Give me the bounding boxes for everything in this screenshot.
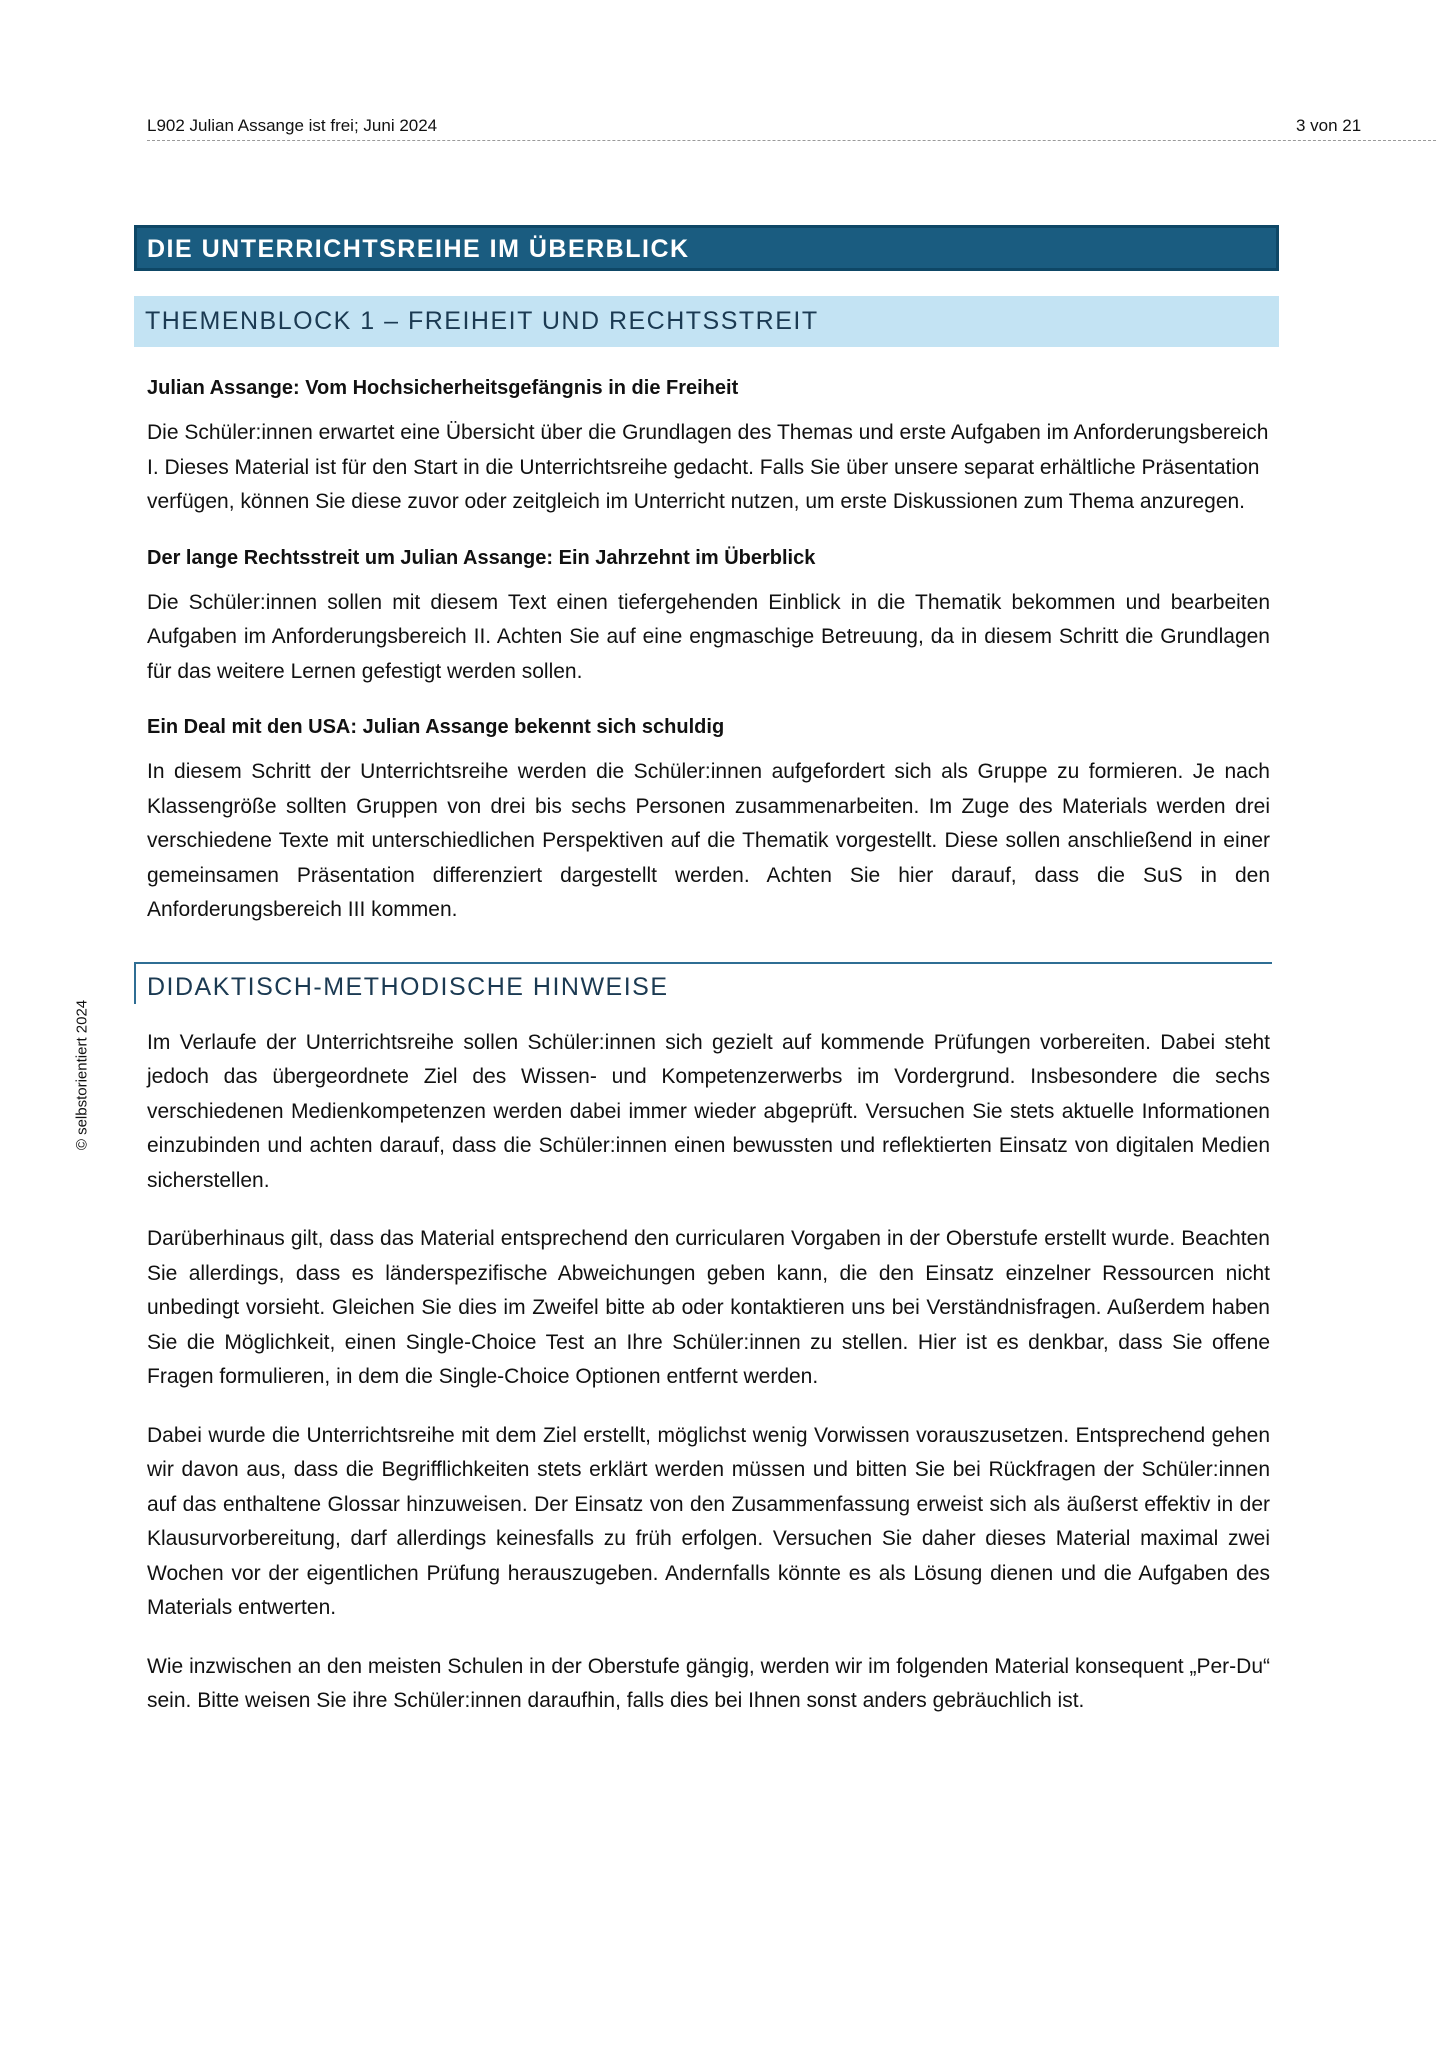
item-heading: Der lange Rechtsstreit um Julian Assange: Ein Jahrzehnt im Überblick xyxy=(147,546,816,569)
page-number: 3 von 21 xyxy=(1296,116,1362,135)
item-text: Die Schüler:innen erwartet eine Übersicht über die Grundlagen des Themas und erste Aufgaben im Anforderungsbereich I. Dieses Material ist für den Start in die Unterrichtsreihe gedacht. Falls Sie über unsere separat erhältliche Präsentation verfügen, können Sie diese zuvor oder zeitgleich im Unterricht nutzen, um erste Diskussionen zum Thema anzuregen. xyxy=(147,421,1269,513)
item-heading: Julian Assange: Vom Hochsicherheitsgefängnis in die Freiheit xyxy=(147,377,739,399)
hinweise-paragraph: Wie inzwischen an den meisten Schulen in der Oberstufe gängig, werden wir im folgenden Material konsequent „Per-Du“ sein. Bitte weisen Sie ihre Schüler:innen daraufhin, falls dies bei Ihnen sonst anders gebräuchlich ist. xyxy=(147,1654,1270,1712)
section-heading: DIE UNTERRICHTSREIHE IM ÜBERBLICK xyxy=(134,225,1279,271)
hinweise-paragraph: Dabei wurde die Unterrichtsreihe mit dem Ziel erstellt, möglichst wenig Vorwissen vorauszusetzen. Entsprechend gehen wir davon aus, dass die Begrifflichkeiten stets erklärt werden müssen und bitten Sie bei Rückfragen der Schüler:innen auf das enthaltene Glossar hinzuweisen. Der Einsatz von den Zusammenfassung erweist sich als äußerst effektiv in der Klausurvorbereitung, darf allerdings keinesfalls zu früh erfolgen. Versuchen Sie daher dieses Material maximal zwei Wochen vor der eigentlichen Prüfung herauszugeben. Andernfalls könnte es als Lösung dienen und die Aufgaben des Materials entwerten. xyxy=(147,1423,1270,1619)
hinweise-heading: DIDAKTISCH-METHODISCHE HINWEISE xyxy=(134,962,1272,1004)
page-header xyxy=(147,112,1436,141)
main-content xyxy=(134,225,1279,1719)
hinweise-paragraph: Im Verlaufe der Unterrichtsreihe sollen Schüler:innen sich gezielt auf kommende Prüfungen vorbereiten. Dabei steht jedoch das übergeordnete Ziel des Wissen- und Kompetenzerwerbs im Vordergrund. Insbesondere die sechs verschiedenen Medienkompetenzen werden dabei immer wieder abgeprüft. Versuchen Sie stets aktuelle Informationen einzubinden und achten darauf, dass die Schüler:innen einen bewussten und reflektierten Einsatz von digitalen Medien sicherstellen. xyxy=(147,1030,1270,1192)
themenblock-body xyxy=(134,373,1279,928)
document-title: L902 Julian Assange ist frei; Juni 2024 xyxy=(147,116,438,135)
item-text: In diesem Schritt der Unterrichtsreihe werden die Schüler:innen aufgefordert sich als Gruppe zu formieren. Je nach Klassengröße sollten Gruppen von drei bis sechs Personen zusammenarbeiten. Im Zuge des Materials werden drei verschiedene Texte mit unterschiedlichen Perspektiven auf die Thematik vorgestellt. Diese sollen anschließend in einer gemeinsamen Präsentation differenziert dargestellt werden. Achten Sie hier darauf, dass die SuS in den Anforderungsbereich III kommen. xyxy=(147,760,1270,921)
hinweise-paragraph: Darüberhinaus gilt, dass das Material entsprechend den curricularen Vorgaben in der Oberstufe erstellt wurde. Beachten Sie allerdings, dass es länderspezifische Abweichungen geben kann, die den Einsatz einzelner Ressourcen nicht unbedingt vorsieht. Gleichen Sie dies im Zweifel bitte ab oder kontaktieren uns bei Verständnisfragen. Außerdem haben Sie die Möglichkeit, einen Single-Choice Test an Ihre Schüler:innen zu stellen. Hier ist es denkbar, dass Sie offene Fragen formulieren, in dem die Single-Choice Optionen entfernt werden. xyxy=(147,1227,1270,1388)
copyright-note: © selbstorientiert 2024 xyxy=(73,999,91,1151)
item-heading: Ein Deal mit den USA: Julian Assange bekennt sich schuldig xyxy=(147,716,725,738)
hinweise-body xyxy=(134,1026,1279,1719)
themenblock-heading: THEMENBLOCK 1 – FREIHEIT UND RECHTSSTREIT xyxy=(134,296,1279,347)
item-text: Die Schüler:innen sollen mit diesem Text einen tiefergehenden Einblick in die Thematik bekommen und bearbeiten Aufgaben im Anforderungsbereich II. Achten Sie auf eine engmaschige Betreuung, da in diesem Schritt die Grundlagen für das weitere Lernen gefestigt werden sollen. xyxy=(147,590,1270,683)
